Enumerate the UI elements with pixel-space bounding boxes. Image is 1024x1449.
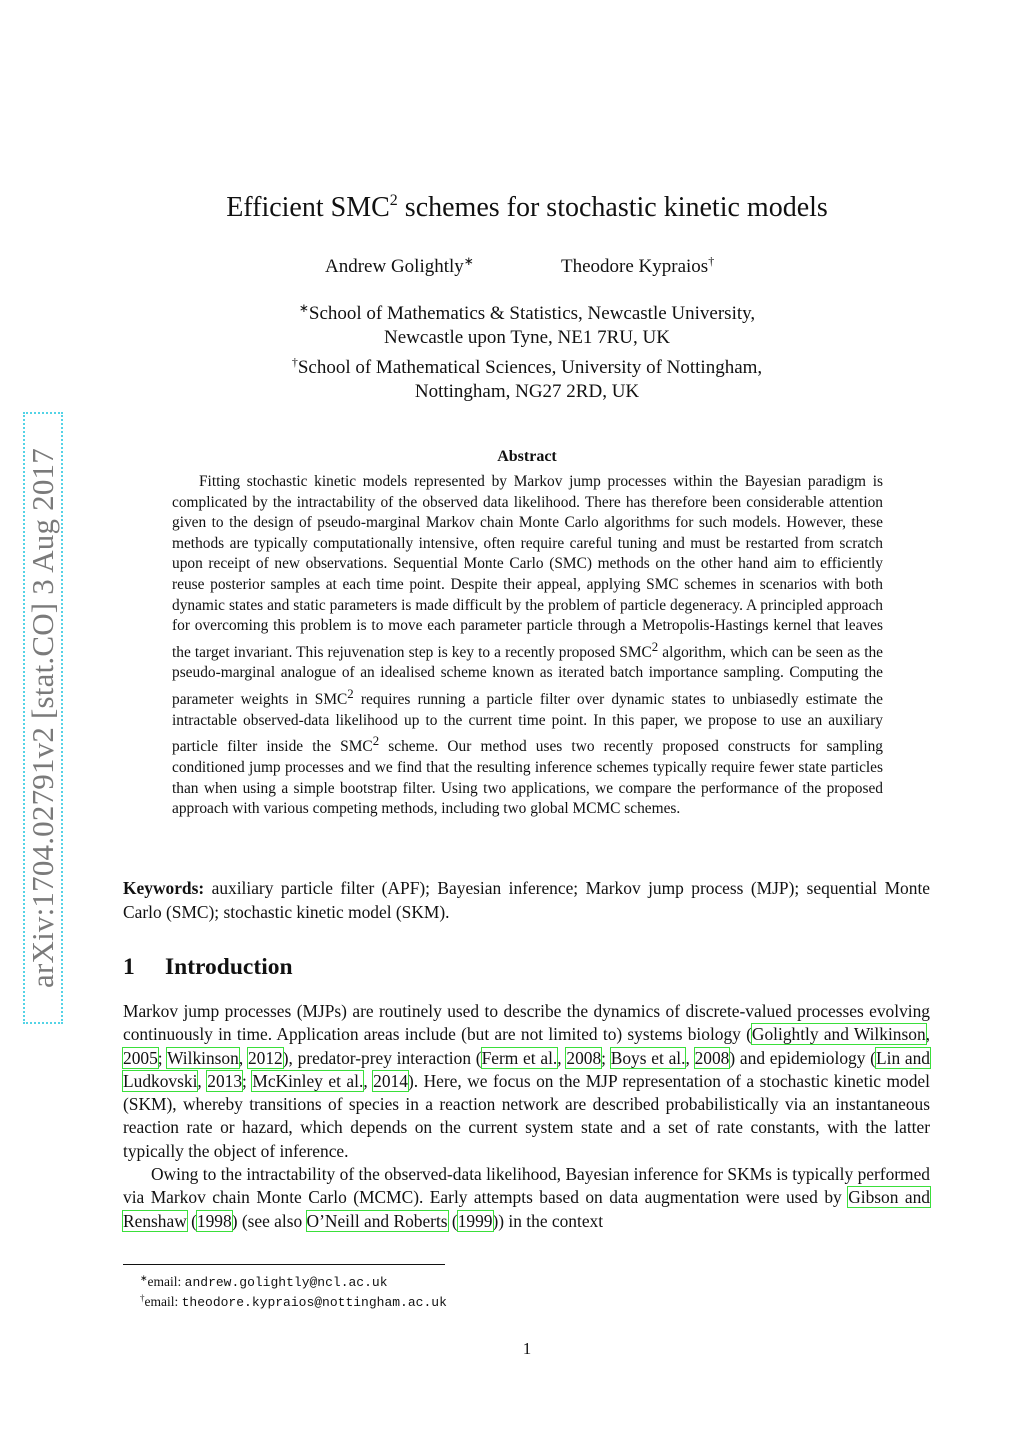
title-superscript: 2 xyxy=(389,192,398,209)
footnote-rule xyxy=(123,1264,445,1265)
text-run: ), predator-prey interaction ( xyxy=(282,1047,482,1068)
citation-year-link[interactable]: 2012 xyxy=(247,1047,283,1068)
introduction-text xyxy=(123,1000,930,1233)
citation-link[interactable]: O’Neill and Roberts xyxy=(306,1210,448,1231)
text-run: , xyxy=(197,1070,208,1091)
affiliation-text: School of Mathematics & Statistics, Newcastle University, xyxy=(308,303,756,324)
text-run: ) (see also xyxy=(231,1210,307,1231)
paragraph xyxy=(123,1163,930,1233)
text-run: Owing to the intractability of the observed-data likelihood, Bayesian inference for SKMs is typically performed via Markov chain Monte Carlo (MCMC). Early attempts based on data augmentation were used by xyxy=(123,1164,930,1208)
smc2-superscript: 2 xyxy=(651,639,659,654)
author-mark[interactable]: † xyxy=(708,254,715,268)
citation-year-link[interactable]: 2005 xyxy=(123,1047,158,1068)
affiliation-2-line2: Nottingham, NG27 2RD, UK xyxy=(414,381,640,402)
section-number: 1 xyxy=(123,954,135,980)
affiliation-mark: ∗ xyxy=(298,301,309,315)
paper-title xyxy=(0,192,1024,224)
author-name: Theodore Kypraios xyxy=(561,256,709,277)
text-run: ). Here, we focus on the MJP representation of a stochastic kinetic model (SKM), whereby transitions of species in a reaction network are described probabilistically via an instantaneous reaction rate or hazard, which depends on the current system state and a set of rate constants, with the latter typically the object of inference. xyxy=(123,1070,930,1161)
citation-link[interactable]: Ferm et al. xyxy=(481,1047,558,1068)
affiliation-2-line1 xyxy=(0,350,1024,380)
citation-link[interactable]: Golightly and Wilkinson xyxy=(751,1024,926,1045)
arxiv-stamp[interactable] xyxy=(23,412,63,1024)
citation-link[interactable]: Lin and Ludkovski xyxy=(123,1047,931,1091)
citation-link[interactable]: Wilkinson xyxy=(167,1047,239,1068)
author-1 xyxy=(325,254,474,278)
abstract-text: Fitting stochastic kinetic models represented by Markov jump processes within the Bayesian paradigm is complicated by the intractability of the observed data likelihood. There has therefore been considerable attention given to the design of pseudo-marginal Markov chain Monte Carlo algorithms for such models. However, these methods are typically computationally intensive, often require careful tuning and must be restarted from scratch upon receipt of new observations. Sequential Monte Carlo (SMC) methods on the other hand aim to efficiently reuse posterior samples at each time point. Despite their appeal, applying SMC schemes in scenarios with both dynamic states and static parameters is made difficult by the problem of particle degeneracy. A principled approach for overcoming this problem is to move each parameter particle through a Metropolis-Hastings kernel that leaves the target invariant. This rejuvenation step is key to a recently proposed SMC xyxy=(172,473,883,661)
affiliation-text: School of Mathematical Sciences, University of Nottingham, xyxy=(297,357,763,378)
footnote-mark: † xyxy=(140,1293,145,1303)
citation-year-link[interactable]: 2008 xyxy=(566,1047,602,1068)
smc2-superscript: 2 xyxy=(347,687,354,702)
citation-year-link[interactable]: 2014 xyxy=(373,1070,408,1091)
abstract-heading: Abstract xyxy=(497,448,557,465)
affiliations xyxy=(0,296,1024,404)
footnote-label: email: xyxy=(147,1274,185,1289)
text-run: , xyxy=(685,1047,695,1068)
affiliation-1-line2: Newcastle upon Tyne, NE1 7RU, UK xyxy=(384,327,670,348)
author-2 xyxy=(561,254,714,278)
page-number: 1 xyxy=(522,1339,532,1358)
email-link[interactable]: theodore.kypraios@nottingham.ac.uk xyxy=(181,1295,447,1310)
title-rest: schemes for stochastic kinetic models xyxy=(397,192,828,223)
paragraph xyxy=(123,1000,930,1163)
citation-year-link[interactable]: 1998 xyxy=(196,1210,232,1231)
abstract-text: algorithm, which can be seen as the pseudo-marginal analogue of an idealised scheme known as iterated batch importance sampling. Computing the parameter weights in SMC xyxy=(172,643,883,709)
smc2-superscript: 2 xyxy=(372,734,380,749)
affiliation-mark: † xyxy=(291,355,298,369)
email-link[interactable]: andrew.golightly@ncl.ac.uk xyxy=(184,1275,388,1290)
citation-link[interactable]: Gibson and Renshaw xyxy=(123,1187,930,1231)
citation-year-link[interactable]: 2013 xyxy=(207,1070,243,1091)
abstract-text: scheme. Our method uses two recently proposed constructs for sampling conditioned jump processes and we find that the resulting inference schemes typically require fewer state particles than when using a simple bootstrap filter. Using two applications, we compare the performance of the proposed approach with various competing methods, including two global MCMC schemes. xyxy=(172,738,883,818)
author-name: Andrew Golightly xyxy=(325,256,464,277)
citation-link[interactable]: McKinley et al. xyxy=(252,1070,364,1091)
section-title: Introduction xyxy=(165,954,293,980)
text-run: )) in the context xyxy=(492,1210,604,1231)
text-run: ; xyxy=(242,1070,253,1091)
abstract-body xyxy=(172,472,883,820)
affiliation-1-line1 xyxy=(0,296,1024,326)
abstract-text: requires running a particle filter over dynamic states to unbiasedly estimate the intractable observed-data likelihood up to the current time point. In this paper, we propose to use an auxiliary particle filter inside the SMC xyxy=(172,691,883,756)
text-run: , xyxy=(925,1024,930,1045)
footnote-2 xyxy=(140,1289,447,1312)
keywords xyxy=(123,877,930,924)
citation-link[interactable]: Boys et al. xyxy=(610,1047,686,1068)
text-run: , xyxy=(363,1070,374,1091)
text-run: ( xyxy=(186,1210,197,1231)
keywords-text: auxiliary particle filter (APF); Bayesian inference; Markov jump process (MJP); sequential Monte Carlo (SMC); stochastic kinetic model (SKM). xyxy=(123,878,930,922)
text-run: , xyxy=(238,1047,248,1068)
title-text: Efficient SMC xyxy=(226,192,390,223)
author-mark[interactable]: ∗ xyxy=(463,254,474,268)
citation-year-link[interactable]: 2008 xyxy=(694,1047,730,1068)
text-run: ; xyxy=(601,1047,611,1068)
footnote-mark: ∗ xyxy=(140,1273,148,1283)
text-run: ( xyxy=(447,1210,458,1231)
section-heading xyxy=(123,954,293,981)
text-run: ; xyxy=(157,1047,168,1068)
text-run: ) and epidemiology ( xyxy=(729,1047,876,1068)
footnote-label: email: xyxy=(144,1294,182,1309)
keywords-label: Keywords: xyxy=(123,878,205,898)
arxiv-identifier[interactable]: arXiv:1704.02791v2 [stat.CO] 3 Aug 2017 xyxy=(25,448,60,988)
text-run: , xyxy=(557,1047,567,1068)
citation-year-link[interactable]: 1999 xyxy=(457,1210,493,1231)
text-run: Markov jump processes (MJPs) are routinely used to describe the dynamics of discrete-valued processes evolving continuously in time. Application areas include (but are not limited to) systems biology ( xyxy=(123,1001,930,1045)
